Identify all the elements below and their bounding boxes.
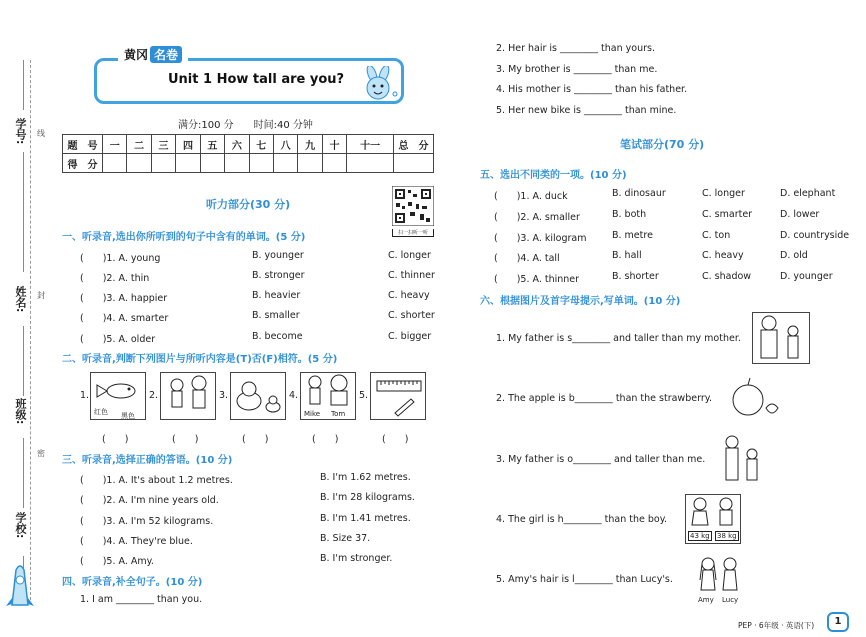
table-cell: 五: [200, 135, 224, 154]
pic-label-5: 5.: [359, 390, 369, 401]
q6-title: 六、根据图片及首字母提示,写单词。(10 分): [480, 296, 681, 307]
list-item[interactable]: ( )4. A. tall B. hall C. heavy D. old: [494, 250, 808, 264]
score-cell[interactable]: [151, 154, 175, 173]
qr-code-icon: [392, 186, 434, 226]
picture-amy-lucy: Amy Lucy: [696, 556, 742, 606]
score-cell[interactable]: [273, 154, 297, 173]
picture-girl-boy-weights: 43 kg 38 kg: [685, 494, 741, 544]
listening-section-title: 听力部分(30 分): [206, 198, 291, 211]
score-cell[interactable]: [127, 154, 151, 173]
list-item[interactable]: ( )5. A. Amy. B. I'm stronger.: [80, 553, 393, 567]
q5-title: 五、选出不同类的一项。(10 分): [480, 170, 627, 181]
table-cell: 题 号: [63, 135, 103, 154]
score-table-score-row[interactable]: [63, 154, 434, 173]
student-no-label: 学号:: [14, 118, 27, 145]
fill-word-2[interactable]: 2. The apple is b________ than the strawberry.: [496, 393, 713, 404]
fill-word-1[interactable]: 1. My father is s________ and taller than my mother.: [496, 333, 741, 344]
qr-code[interactable]: [392, 186, 434, 236]
list-item[interactable]: ( )1. A. duck B. dinosaur C. longer D. elephant: [494, 188, 836, 202]
fill-word-4[interactable]: 4. The girl is h________ than the boy.: [496, 514, 668, 525]
exam-info: 满分:100 分 时间:40 分钟: [178, 120, 313, 131]
table-cell: 三: [151, 135, 175, 154]
boys-icon: [301, 373, 355, 409]
score-cell[interactable]: [103, 154, 127, 173]
class-field[interactable]: [23, 438, 24, 508]
answer-slot-5[interactable]: ( ): [382, 434, 409, 445]
father-son-icon: [718, 434, 764, 484]
score-cell[interactable]: [347, 154, 394, 173]
seal-char-seal: 封: [37, 291, 45, 300]
score-cell[interactable]: [225, 154, 249, 173]
q1-title: 一、听录音,选出你所听到的句子中含有的单词。(5 分): [62, 232, 306, 243]
picture-ruler: [370, 372, 426, 420]
table-cell: 得 分: [63, 154, 103, 173]
table-cell: 十一: [347, 135, 394, 154]
student-no-field-lower[interactable]: [23, 152, 24, 272]
picture-cats: [230, 372, 286, 420]
table-cell: 四: [176, 135, 200, 154]
school-label: 学校:: [14, 512, 27, 539]
fill-word-5[interactable]: 5. Amy's hair is l________ than Lucy's.: [496, 574, 673, 585]
ruler-icon: [371, 373, 425, 419]
pic-label-4: 4.: [289, 390, 299, 401]
q3-title: 三、听录音,选择正确的答语。(10 分): [62, 455, 233, 466]
qr-caption: 扫一扫听一听: [392, 229, 434, 237]
answer-slot-3[interactable]: ( ): [242, 434, 269, 445]
table-cell: 二: [127, 135, 151, 154]
fill-sentence-2[interactable]: 2. Her hair is ________ than yours.: [496, 43, 655, 54]
table-cell: 九: [298, 135, 322, 154]
page-number: 1: [827, 612, 849, 632]
pic-label-2: 2.: [149, 390, 159, 401]
list-item[interactable]: ( )3. A. I'm 52 kilograms. B. I'm 1.41 metres.: [80, 513, 411, 527]
list-item[interactable]: ( )2. A. smaller B. both C. smarter D. lower: [494, 209, 820, 223]
picture-two-kids: [160, 372, 216, 420]
binding-dashed-line: [30, 60, 31, 600]
list-item[interactable]: ( )5. A. older B. become C. bigger: [80, 331, 432, 345]
fill-sentence-1[interactable]: 1. I am ________ than you.: [80, 594, 203, 605]
answer-slot-4[interactable]: ( ): [312, 434, 339, 445]
amy-lucy-icon: [696, 556, 742, 596]
fill-sentence-3[interactable]: 3. My brother is ________ than me.: [496, 64, 658, 75]
rocket-decoration-icon: [2, 560, 38, 610]
table-cell: 十: [322, 135, 346, 154]
list-item[interactable]: ( )3. A. kilogram B. metre C. ton D. countryside: [494, 230, 850, 244]
student-no-field[interactable]: [23, 60, 24, 110]
writing-section-title: 笔试部分(70 分): [620, 138, 705, 151]
picture-father-mother: [752, 312, 810, 364]
name-label: 姓名:: [14, 286, 27, 313]
page-footer: PEP · 6年级 · 英语(下): [738, 621, 815, 630]
table-cell: 一: [103, 135, 127, 154]
class-label: 班级:: [14, 398, 27, 425]
table-cell: 六: [225, 135, 249, 154]
answer-slot-1[interactable]: ( ): [102, 434, 129, 445]
list-item[interactable]: ( )2. A. thin B. stronger C. thinner: [80, 270, 435, 284]
score-table: [62, 134, 434, 173]
answer-slot-2[interactable]: ( ): [172, 434, 199, 445]
score-cell[interactable]: [394, 154, 434, 173]
name-field[interactable]: [23, 326, 24, 396]
list-item[interactable]: ( )3. A. happier B. heavier C. heavy: [80, 290, 430, 304]
cat-icon: [231, 373, 285, 419]
picture-father-son: [718, 434, 764, 484]
pic-label-1: 1.: [80, 390, 90, 401]
score-table-header-row: [63, 135, 434, 154]
picture-apple-strawberry: [728, 374, 784, 422]
q2-title: 二、听录音,判断下列图片与所听内容是(T)否(F)相符。(5 分): [62, 354, 338, 365]
score-cell[interactable]: [176, 154, 200, 173]
girl-boy-icon: [686, 495, 740, 527]
fill-sentence-4[interactable]: 4. His mother is ________ than his father.: [496, 84, 688, 95]
list-item[interactable]: ( )4. A. smarter B. smaller C. shorter: [80, 310, 435, 324]
score-cell[interactable]: [322, 154, 346, 173]
family-icon: [753, 313, 809, 363]
score-cell[interactable]: [298, 154, 322, 173]
fill-sentence-5[interactable]: 5. Her new bike is ________ than mine.: [496, 105, 677, 116]
list-item[interactable]: ( )1. A. It's about 1.2 metres. B. I'm 1.62 metres.: [80, 472, 411, 486]
seal-char-secret: 密: [37, 449, 45, 458]
score-cell[interactable]: [200, 154, 224, 173]
bunny-mascot-icon: [358, 66, 400, 102]
seal-char-line: 线: [37, 129, 45, 138]
page-title: Unit 1 How tall are you?: [168, 72, 345, 87]
picture-mike-tom: Mike Tom: [300, 372, 356, 420]
list-item[interactable]: ( )2. A. I'm nine years old. B. I'm 28 kilograms.: [80, 492, 415, 506]
q4-title: 四、听录音,补全句子。(10 分): [62, 577, 203, 588]
list-item[interactable]: ( )4. A. They're blue. B. Size 37.: [80, 533, 371, 547]
pic-label-3: 3.: [219, 390, 229, 401]
picture-fish: 红色 黑色: [90, 372, 146, 420]
list-item[interactable]: ( )1. A. young B. younger C. longer: [80, 250, 431, 264]
kids-icon: [161, 373, 215, 419]
score-cell[interactable]: [249, 154, 273, 173]
fill-word-3[interactable]: 3. My father is o________ and taller than me.: [496, 454, 706, 465]
apple-icon: [728, 374, 784, 422]
table-cell: 七: [249, 135, 273, 154]
table-cell: 总 分: [394, 135, 434, 154]
brand-logo: 黄冈 名卷: [118, 46, 188, 64]
list-item[interactable]: ( )5. A. thinner B. shorter C. shadow D. younger: [494, 271, 833, 285]
table-cell: 八: [273, 135, 297, 154]
